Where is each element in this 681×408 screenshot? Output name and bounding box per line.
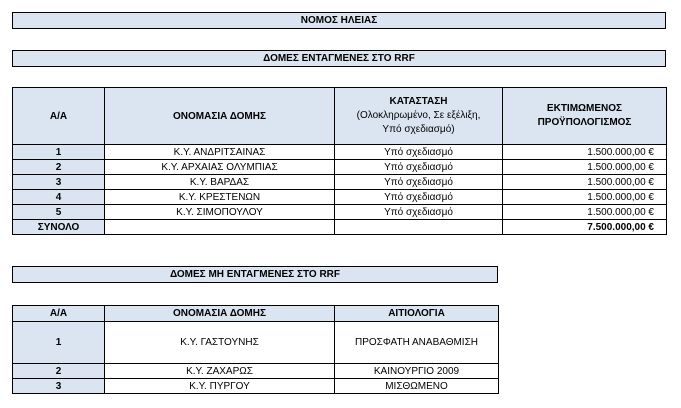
row-name: Κ.Υ. ΚΡΕΣΤΕΝΩΝ: [105, 190, 335, 205]
row-index: 1: [13, 322, 105, 364]
not-integrated-table: [12, 305, 499, 394]
table-row: [13, 145, 667, 160]
table-row: [13, 175, 667, 190]
row-reason: ΜΙΣΘΩΜΕΝΟ: [335, 379, 499, 394]
row-status: Υπό σχεδιασμό: [335, 205, 503, 220]
row-reason: ΚΑΙΝΟΥΡΓΙΟ 2009: [335, 364, 499, 379]
header-index: Α/Α: [13, 306, 105, 322]
integrated-header-row: [13, 88, 667, 145]
row-name: Κ.Υ. ΖΑΧΑΡΩΣ: [105, 364, 335, 379]
row-status: Υπό σχεδιασμό: [335, 160, 503, 175]
table-row: [13, 190, 667, 205]
row-index: 3: [13, 175, 105, 190]
prefecture-title: ΝΟΜΟΣ ΗΛΕΙΑΣ: [12, 12, 666, 29]
row-budget: 1.500.000,00 €: [503, 145, 667, 160]
header-budget-line2: ΠΡΟΫΠΟΛΟΓΙΣΜΟΣ: [537, 117, 632, 128]
row-budget: 1.500.000,00 €: [503, 190, 667, 205]
header-index: Α/Α: [13, 88, 105, 145]
header-reason: ΑΙΤΙΟΛΟΓΙΑ: [335, 306, 499, 322]
table-row: [13, 160, 667, 175]
header-status-line2: Υπό σχεδιασμό): [382, 124, 455, 135]
table-row: [13, 205, 667, 220]
row-budget: 1.500.000,00 €: [503, 160, 667, 175]
row-index: 2: [13, 364, 105, 379]
header-name: ΟΝΟΜΑΣΙΑ ΔΟΜΗΣ: [105, 306, 335, 322]
header-status-line1: (Ολοκληρωμένο, Σε εξέλιξη,: [356, 110, 481, 121]
not-integrated-header-row: [13, 306, 499, 322]
row-name: Κ.Υ. ΣΙΜΟΠΟΥΛΟΥ: [105, 205, 335, 220]
row-budget: 1.500.000,00 €: [503, 205, 667, 220]
row-index: 4: [13, 190, 105, 205]
total-value: 7.500.000,00 €: [503, 220, 667, 235]
total-empty-status: [335, 220, 503, 235]
table-row: [13, 364, 499, 379]
row-index: 5: [13, 205, 105, 220]
row-name: Κ.Υ. ΑΡΧΑΙΑΣ ΟΛΥΜΠΙΑΣ: [105, 160, 335, 175]
header-status-title: ΚΑΤΑΣΤΑΣΗ: [389, 96, 448, 107]
table-row: [13, 322, 499, 364]
integrated-table: [12, 87, 667, 235]
total-empty-name: [105, 220, 335, 235]
row-name: Κ.Υ. ΠΥΡΓΟΥ: [105, 379, 335, 394]
header-name: ΟΝΟΜΑΣΙΑ ΔΟΜΗΣ: [105, 88, 335, 145]
total-label: ΣΥΝΟΛΟ: [13, 220, 105, 235]
row-status: Υπό σχεδιασμό: [335, 175, 503, 190]
integrated-section-title: ΔΟΜΕΣ ΕΝΤΑΓΜΕΝΕΣ ΣΤΟ RRF: [12, 50, 666, 67]
row-name: Κ.Υ. ΒΑΡΔΑΣ: [105, 175, 335, 190]
header-status: [335, 88, 503, 145]
row-status: Υπό σχεδιασμό: [335, 145, 503, 160]
not-integrated-section-title: ΔΟΜΕΣ ΜΗ ΕΝΤΑΓΜΕΝΕΣ ΣΤΟ RRF: [12, 266, 498, 283]
header-budget-line1: ΕΚΤΙΜΩΜΕΝΟΣ: [546, 103, 623, 114]
table-row: [13, 379, 499, 394]
total-row: [13, 220, 667, 235]
row-budget: 1.500.000,00 €: [503, 175, 667, 190]
header-budget: [503, 88, 667, 145]
row-index: 3: [13, 379, 105, 394]
row-index: 1: [13, 145, 105, 160]
row-index: 2: [13, 160, 105, 175]
row-name: Κ.Υ. ΓΑΣΤΟΥΝΗΣ: [105, 322, 335, 364]
row-reason: ΠΡΟΣΦΑΤΗ ΑΝΑΒΑΘΜΙΣΗ: [335, 322, 499, 364]
row-status: Υπό σχεδιασμό: [335, 190, 503, 205]
row-name: Κ.Υ. ΑΝΔΡΙΤΣΑΙΝΑΣ: [105, 145, 335, 160]
